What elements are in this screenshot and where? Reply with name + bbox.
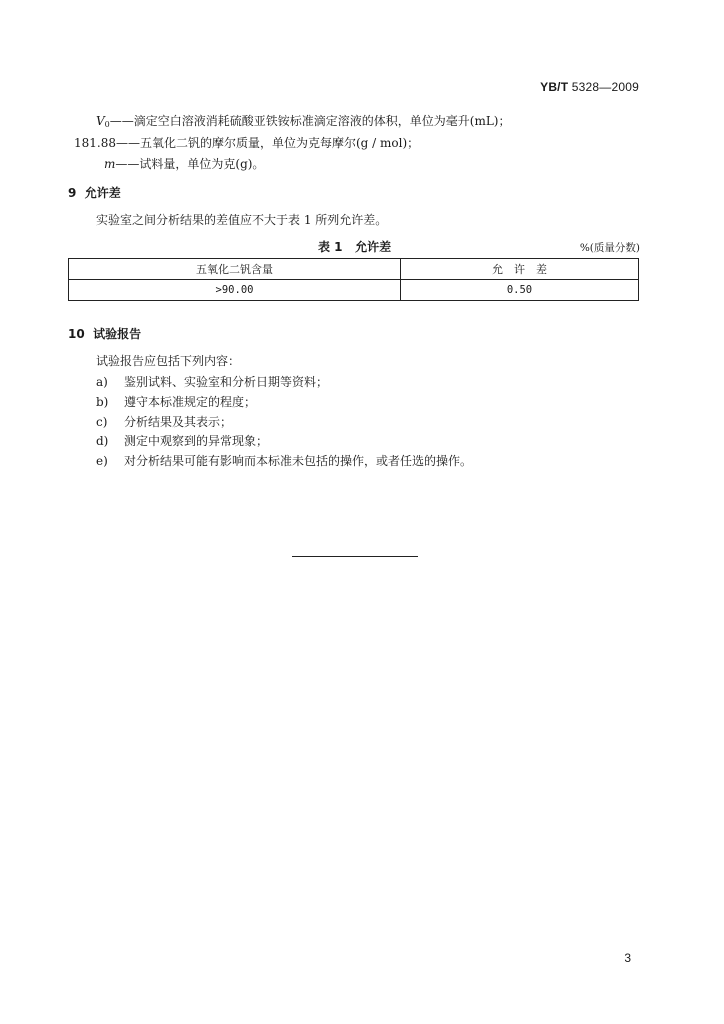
- definition-v0: [96, 112, 510, 134]
- list-item: [96, 452, 472, 470]
- list-item-text: 对分析结果可能有影响而本标准未包括的操作，或者任选的操作。: [124, 454, 473, 468]
- definition-dash: ——: [115, 157, 140, 171]
- list-item-text: 测定中观察到的异常现象；: [124, 434, 269, 448]
- definition-m: [104, 155, 264, 173]
- page-number: 3: [624, 951, 631, 965]
- list-item-text: 遵守本标准规定的程度；: [124, 395, 257, 409]
- table-caption-label: 表 1: [318, 240, 343, 254]
- table-unit: %(质量分数): [579, 242, 640, 254]
- table-cell-content: >90.00: [69, 280, 401, 301]
- standard-code: YB/T 5328—2009: [540, 80, 639, 94]
- standard-number: 5328: [571, 80, 600, 94]
- list-item-label: b): [96, 395, 109, 409]
- list-item-label: d): [96, 434, 109, 448]
- section-9-heading: [68, 184, 121, 201]
- definition-text: 五氧化二钒的摩尔质量，单位为克每摩尔(g / mol)；: [140, 136, 420, 150]
- definition-dash: ——: [116, 136, 140, 150]
- list-item-label: c): [96, 415, 108, 429]
- definition-subscript: 0: [104, 120, 110, 129]
- end-rule: [292, 556, 418, 557]
- table-caption: [318, 238, 391, 255]
- list-item: [96, 432, 268, 450]
- definition-molar-mass: [74, 134, 419, 152]
- list-item: [96, 373, 328, 391]
- definition-symbol: 181.88: [74, 136, 116, 150]
- list-item: [96, 393, 256, 411]
- table-header-row: [69, 259, 639, 280]
- standard-prefix: YB/T: [540, 80, 569, 94]
- definition-text: 试料量，单位为克(g)。: [139, 157, 265, 171]
- section-title: 允许差: [84, 186, 121, 200]
- section-title: 试验报告: [93, 327, 142, 341]
- definition-symbol: V: [96, 114, 105, 128]
- definition-symbol: m: [104, 157, 116, 171]
- table-row: [69, 280, 639, 301]
- definition-text: 滴定空白溶液消耗硫酸亚铁铵标准滴定溶液的体积，单位为毫升(mL)；: [133, 114, 511, 128]
- standard-year: 2009: [611, 80, 639, 94]
- section-number: 9: [68, 186, 77, 200]
- section-10-intro: 试验报告应包括下列内容：: [96, 354, 241, 368]
- table-caption-title: 允许差: [355, 240, 392, 254]
- list-item: [96, 413, 232, 431]
- table-header-content: 五氧化二钒含量: [69, 259, 401, 280]
- section-number: 10: [68, 327, 85, 341]
- section-9-paragraph: 实验室之间分析结果的差值应不大于表 1 所列允许差。: [96, 213, 388, 227]
- definition-dash: ——: [109, 114, 134, 128]
- table-cell-tolerance: 0.50: [401, 280, 639, 301]
- section-10-heading: [68, 325, 141, 342]
- table-header-tolerance: 允 许 差: [401, 259, 639, 280]
- list-item-label: a): [96, 375, 108, 389]
- list-item-text: 分析结果及其表示；: [124, 415, 233, 429]
- tolerance-table: [68, 258, 639, 301]
- list-item-text: 鉴别试料、实验室和分析日期等资料；: [124, 375, 329, 389]
- list-item-label: e): [96, 454, 108, 468]
